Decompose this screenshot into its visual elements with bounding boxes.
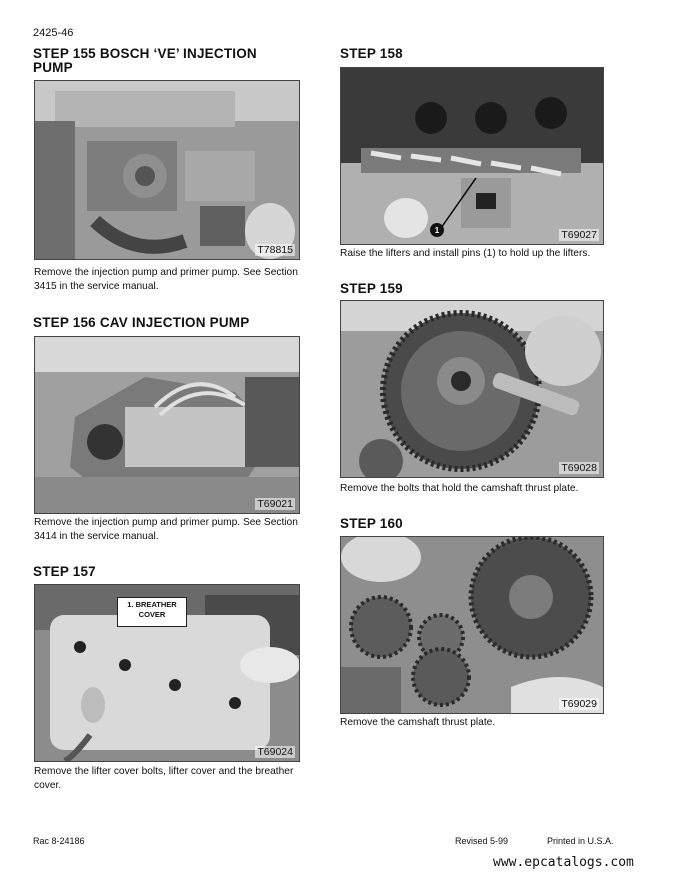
step-156-photo [34,336,300,514]
step-159-photo [340,300,604,478]
footer-printed: Printed in U.S.A. [547,836,614,846]
step-160-caption: Remove the camshaft thrust plate. [340,717,496,728]
step-156-caption [34,516,298,544]
step-156-caption-line1: Remove the injection pump and primer pump. See Section [34,517,298,528]
step-155-photo [34,80,300,260]
step-155-caption-line1: Remove the injection pump and primer pump. See Section [34,267,298,278]
step-159-title: STEP 159 [340,281,403,296]
watermark-url: www.epcatalogs.com [493,855,634,870]
step-160-title: STEP 160 [340,516,403,531]
pin-marker: 1 [434,226,440,235]
step-155-photo-id: T78815 [257,244,293,256]
step-155-caption-line2: 3415 in the service manual. [34,281,159,292]
step-157-caption-line2: cover. [34,780,62,791]
footer-revised: Revised 5-99 [455,836,509,846]
callout-line2: COVER [138,610,166,619]
step-158-photo [340,67,604,245]
step-158-photo-id: T69027 [561,229,597,241]
step-159-caption: Remove the bolts that hold the camshaft thrust plate. [340,483,579,494]
step-157-title: STEP 157 [33,564,96,579]
step-159-photo-id: T69028 [561,462,597,474]
step-160-photo-id: T69029 [561,698,597,710]
step-157-caption [34,765,293,793]
step-155-title [33,47,257,75]
step-158-caption: Raise the lifters and install pins (1) to hold up the lifters. [340,248,591,259]
step-155-title-line1: STEP 155 BOSCH ‘VE’ INJECTION [33,46,257,61]
step-158-title: STEP 158 [340,46,403,61]
breather-cover-callout [117,597,187,627]
step-160-photo [340,536,604,714]
step-156-caption-line2: 3414 in the service manual. [34,531,159,542]
step-157-caption-line1: Remove the lifter cover bolts, lifter cover and the breather [34,766,294,777]
footer-document-code: Rac 8-24186 [33,836,85,846]
page-number: 2425-46 [33,27,74,39]
step-157-photo [34,584,300,762]
step-155-caption [34,266,298,294]
step-155-title-line2: PUMP [33,60,73,75]
step-156-photo-id: T69021 [257,498,293,510]
callout-line1: 1. BREATHER [127,600,177,609]
step-156-title: STEP 156 CAV INJECTION PUMP [33,315,250,330]
step-157-photo-id: T69024 [257,746,293,758]
